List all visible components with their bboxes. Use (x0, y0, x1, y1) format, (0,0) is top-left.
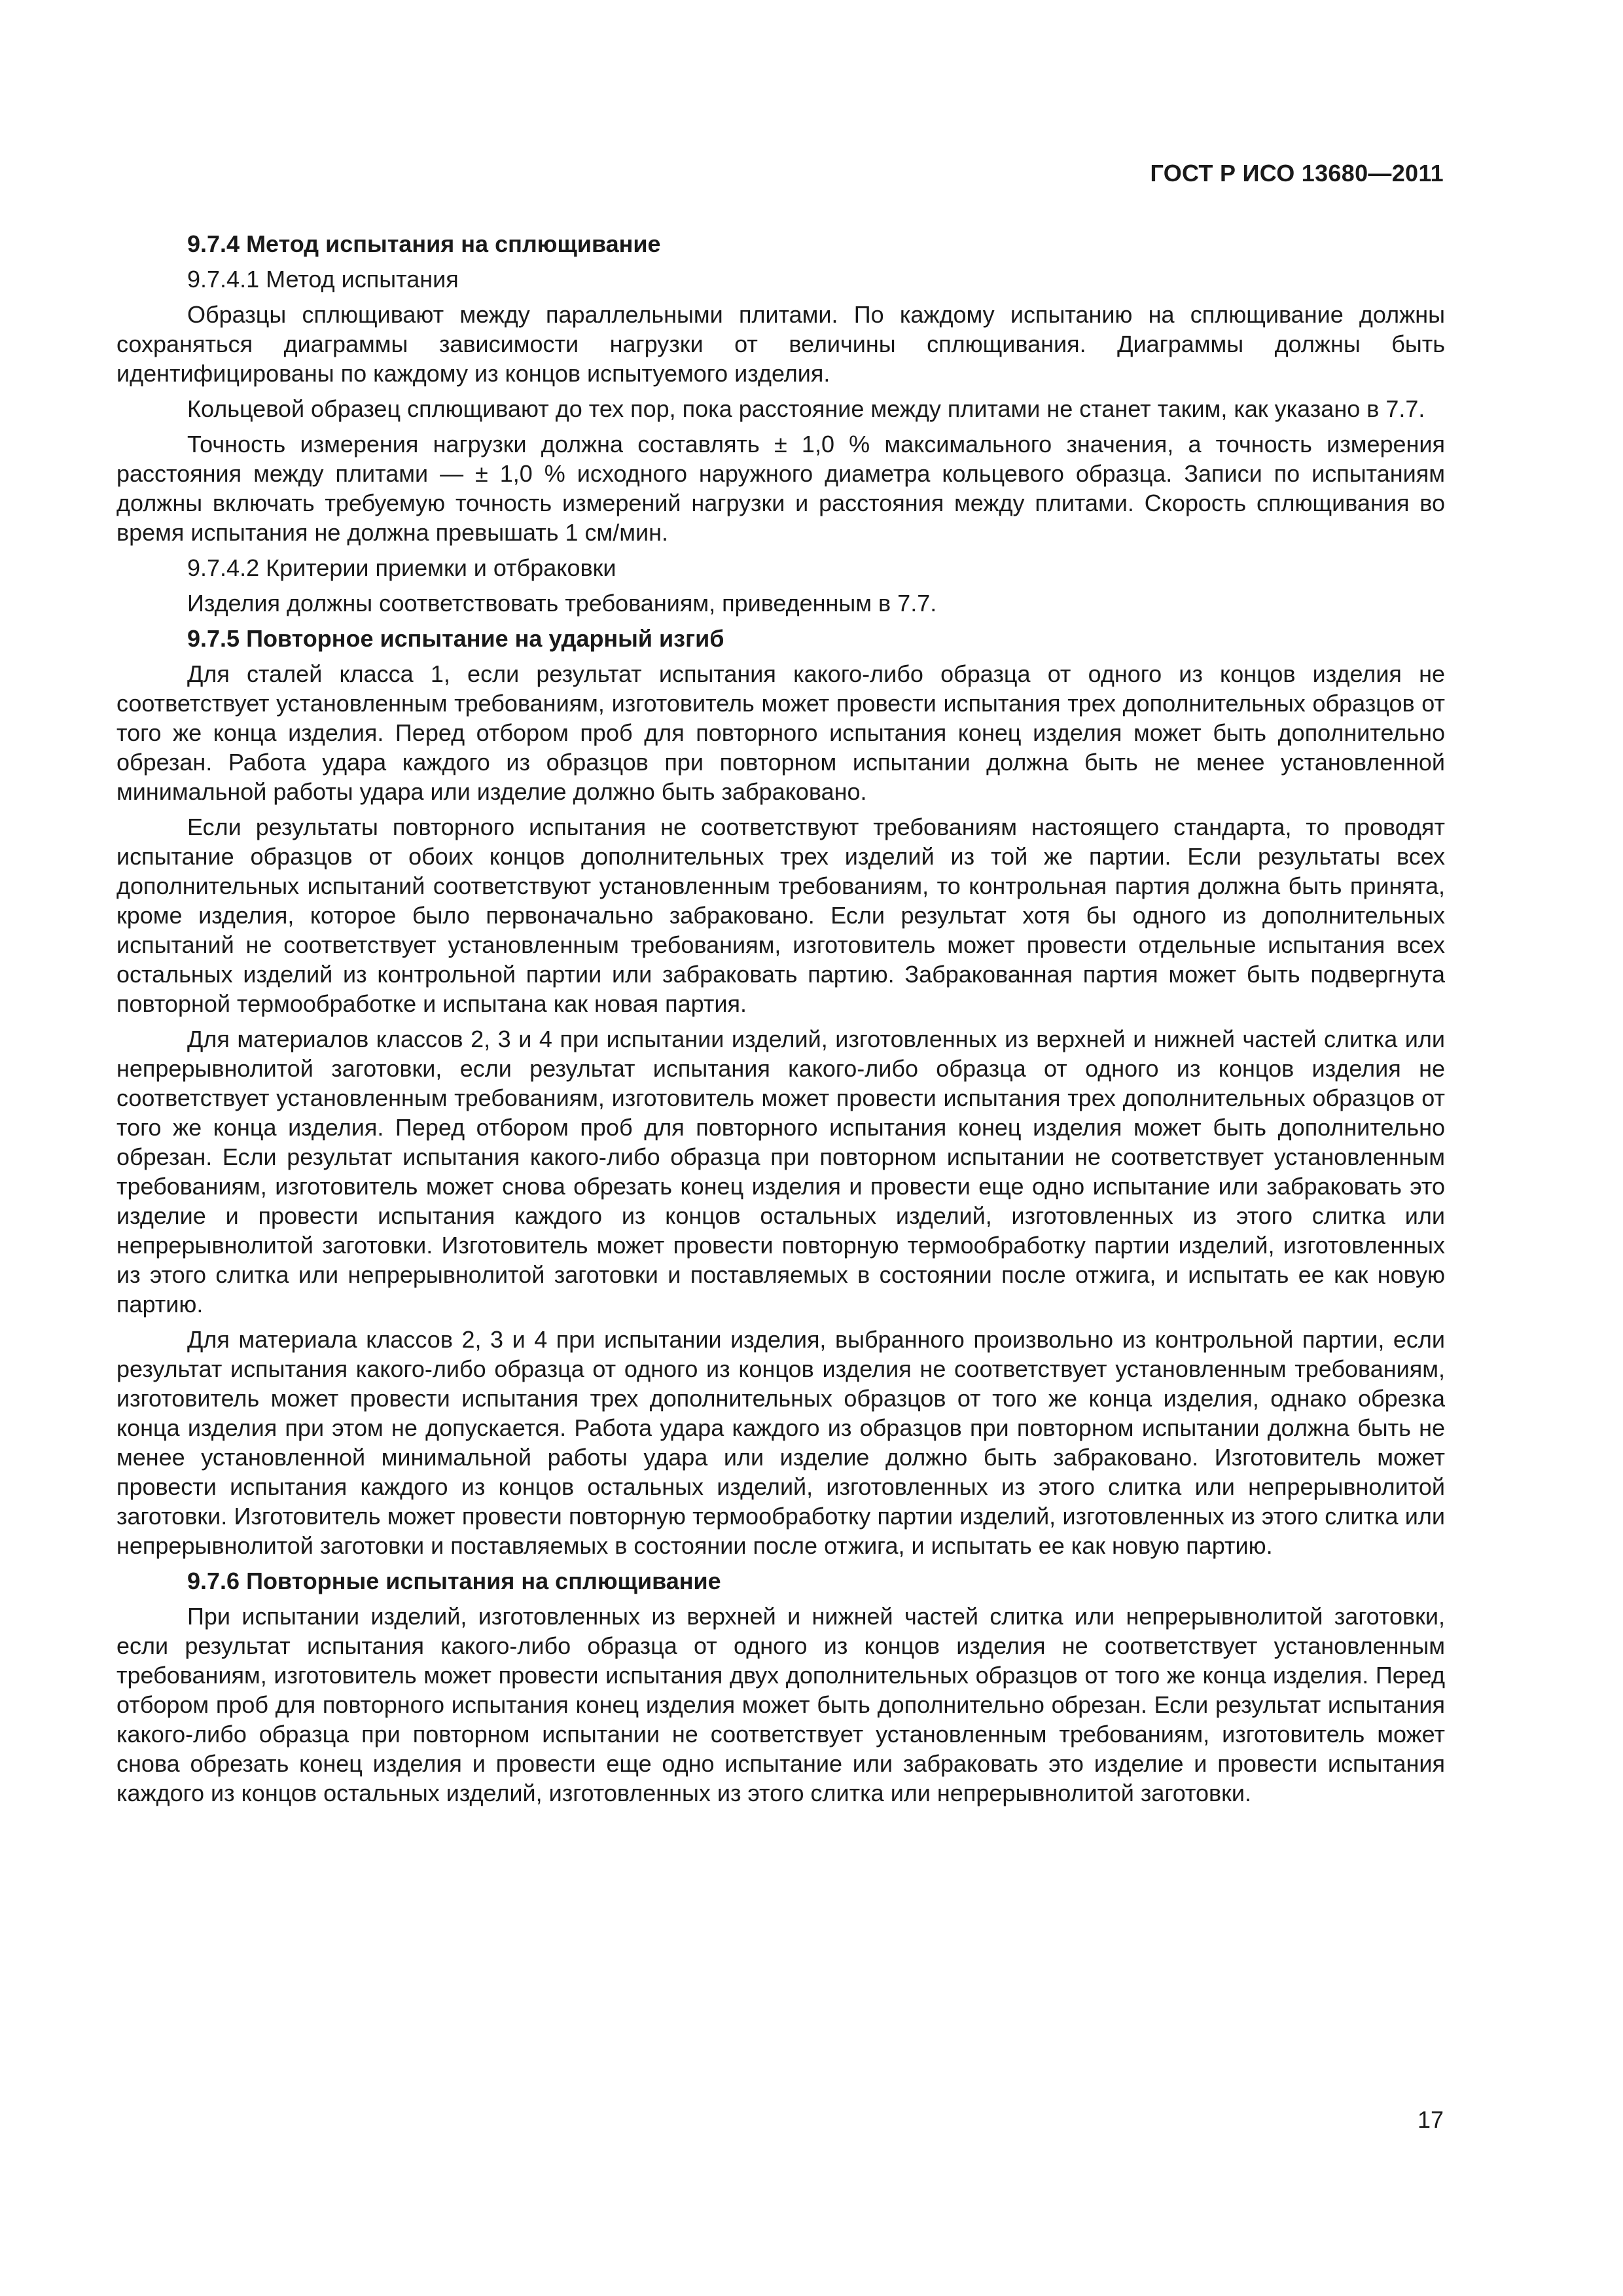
body-paragraph: При испытании изделий, изготовленных из верхней и нижней частей слитка или непрерывнолитой заготовки, если результат испытания какого-либо образца от одного из концов изделия не соответствует установленным требованиям, изготовитель может провести испытания двух дополнительных образцов от того же конца изделия. Перед отбором проб для повторного испытания конец изделия может быть дополнительно обрезан. Если результат испытания какого-либо образца при повторном испытании не соответствует установленным требованиям, изготовитель может снова обрезать конец изделия и провести еще одно испытание или забраковать это изделие и провести испытания каждого из концов остальных изделий, изготовленных из этого слитка или непрерывнолитой заготовки. (116, 1603, 1445, 1806)
body-paragraph: Изделия должны соответствовать требованиям, приведенным в 7.7. (187, 590, 937, 617)
body-paragraph: Для материалов классов 2, 3 и 4 при испытании изделий, изготовленных из верхней и нижней частей слитка или непрерывнолитой заготовки, если результат испытания какого-либо образца от одного из концов изделия не соответствует установленным требованиям, изготовитель может провести испытания трех дополнительных образцов от того же конца изделия. Перед отбором проб для повторного испытания конец изделия может быть дополнительно обрезан. Если результат испытания какого-либо образца при повторном испытании не соответствует установленным требованиям, изготовитель может снова обрезать конец изделия и провести еще одно испытание или забраковать это изделие и провести испытания каждого из концов остальных изделий, изготовленных из этого слитка или непрерывнолитой заготовки. Изготовитель может провести повторную термообработку партии изделий, изготовленных из этого слитка или непрерывнолитой заготовки и поставляемых в состоянии после отжига, и испытать ее как новую партию. (116, 1026, 1445, 1318)
body-paragraph: Образцы сплющивают между параллельными плитами. По каждому испытанию на сплющивание должны сохраняться диаграммы зависимости нагрузки от величины сплющивания. Диаграммы должны быть идентифицированы по каждому из концов испытуемого изделия. (116, 301, 1445, 387)
document-header: ГОСТ Р ИСО 13680—2011 (1150, 160, 1444, 187)
body-paragraph: Для материала классов 2, 3 и 4 при испытании изделия, выбранного произвольно из контрольной партии, если результат испытания какого-либо образца от одного из концов изделия не соответствует установленным требованиям, изготовитель может провести испытания трех дополнительных образцов от того же конца изделия, однако обрезка конца изделия при этом не допускается. Работа удара каждого из образцов при повторном испытании должна быть не менее установленной минимальной работы удара или изделие должно быть забраковано. Изготовитель может провести испытания каждого из концов остальных изделий, изготовленных из этого слитка или непрерывнолитой заготовки. Изготовитель может провести повторную термообработку партии изделий, изготовленных из этого слитка или непрерывнолитой заготовки и поставляемых в состоянии после отжига, и испытать ее как новую партию. (116, 1326, 1445, 1559)
subsection-heading-9-7-4-1: 9.7.4.1 Метод испытания (187, 266, 459, 293)
body-paragraph: Кольцевой образец сплющивают до тех пор, пока расстояние между плитами не станет таким, как указано в 7.7. (187, 395, 1425, 422)
body-paragraph: Если результаты повторного испытания не соответствуют требованиям настоящего стандарта, то проводят испытание образцов от обоих концов дополнительных трех изделий из той же партии. Если результаты всех дополнительных испытаний соответствуют установленным требованиям, то контрольная партия должна быть принята, кроме изделия, которое было первоначально забраковано. Если результат хотя бы одного из дополнительных испытаний не соответствует установленным требованиям, изготовитель может провести отдельные испытания всех остальных изделий из контрольной партии или забраковать партию. Забракованная партия может быть подвергнута повторной термообработке и испытана как новая партия. (116, 814, 1445, 1017)
section-heading-9-7-5: 9.7.5 Повторное испытание на ударный изгиб (187, 625, 724, 652)
section-heading-9-7-6: 9.7.6 Повторные испытания на сплющивание (187, 1568, 721, 1594)
document-body (116, 229, 1445, 1814)
body-paragraph: Для сталей класса 1, если результат испытания какого-либо образца от одного из концов изделия не соответствует установленным требованиям, изготовитель может провести испытания трех дополнительных образцов от того же конца изделия. Перед отбором проб для повторного испытания конец изделия может быть дополнительно обрезан. Работа удара каждого из образцов при повторном испытании должна быть не менее установленной минимальной работы удара или изделие должно быть забраковано. (116, 660, 1445, 805)
body-paragraph: Точность измерения нагрузки должна составлять ± 1,0 % максимального значения, а точность измерения расстояния между плитами — ± 1,0 % исходного наружного диаметра кольцевого образца. Записи по испытаниям должны включать требуемую точность измерений нагрузки и расстояния между плитами. Скорость сплющивания во время испытания не должна превышать 1 см/мин. (116, 431, 1445, 546)
page-number: 17 (1417, 2106, 1444, 2133)
subsection-heading-9-7-4-2: 9.7.4.2 Критерии приемки и отбраковки (187, 554, 616, 581)
section-heading-9-7-4: 9.7.4 Метод испытания на сплющивание (187, 230, 661, 257)
